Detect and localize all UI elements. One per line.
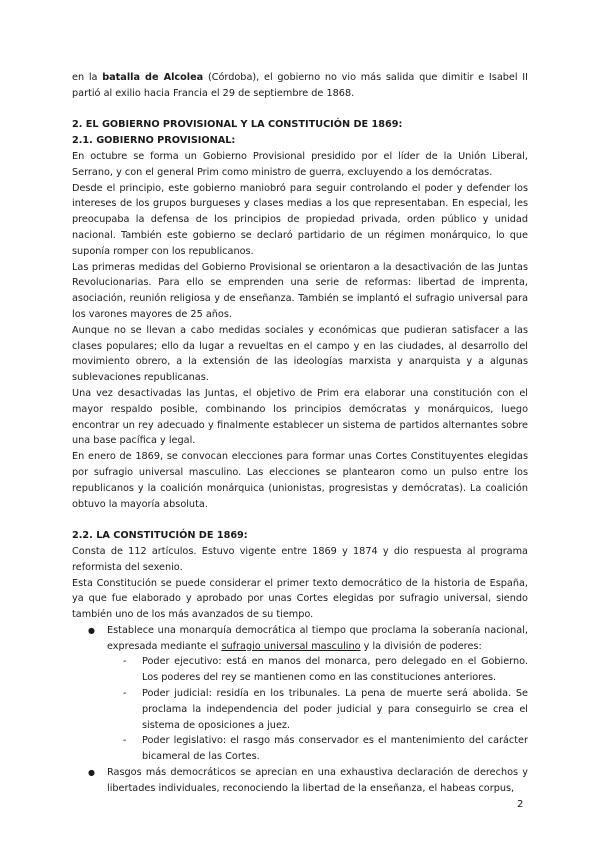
paragraph: En enero de 1869, se convocan elecciones para formar unas Cortes Constituyentes elegidas por sufragio universal masculino. Las elecciones se plantearon como un pulso entre los republicanos y la coalición monárquica (unionistas, progresistas y demócratas). La coalición obtuvo la mayoría absoluta. — [72, 451, 528, 510]
paragraph: Las primeras medidas del Gobierno Provisional se orientaron a la desactivación de las Juntas Revolucionarias. Para ello se emprenden una serie de reformas: libertad de imprenta, asociación, reunión religiosa y de enseñanza. También se implantó el sufragio universal para los varones mayores de 25 años. — [72, 261, 528, 320]
page-number: 2 — [517, 799, 524, 810]
underlined-term: sufragio universal masculino — [221, 640, 361, 652]
sub-item-legislativo: - Poder legislativo: el rasgo más conservador es el mantenimiento del carácter bicameral de las Cortes. — [107, 733, 528, 765]
paragraph: Esta Constitución se puede considerar el primer texto democrático de la historia de España, ya que fue elaborado y aprobado por unas Cortes elegidas por sufragio universal, siendo también uno de los más avanzados de su tiempo. — [72, 577, 528, 621]
paragraph: En octubre se forma un Gobierno Provisional presidido por el líder de la Unión Liberal, Serrano, y con el general Prim como ministro de guerra, excluyendo a los demócratas. — [72, 150, 528, 178]
bullet-text-end: y la división de poderes: — [360, 640, 482, 652]
section-title: 2. EL GOBIERNO PROVISIONAL Y LA CONSTITUCIÓN DE 1869: — [72, 119, 403, 131]
bullet-text-start: Establece una monarquía democrática al tiempo que proclama la soberanía nacional, expresada mediante el — [107, 624, 528, 652]
bullet-item-monarquia — [72, 623, 528, 765]
paragraph: Una vez desactivadas las Juntas, el objetivo de Prim era elaborar una constitución con el mayor respaldo posible, combinando los principios demócratas y monárquicos, luego encontrar un rey adecuado y finalmente establecer un sistema de partidos alternantes sobre una base pacífica y legal. — [72, 387, 528, 447]
intro-text-start: en la — [72, 72, 103, 83]
paragraph: Consta de 112 artículos. Estuvo vigente entre 1869 y 1874 y dio respuesta al programa reformista del sexenio. — [72, 545, 528, 573]
intro-paragraph — [72, 70, 528, 102]
sub-item-judicial: - Poder judicial: residía en los tribunales. La pena de muerte será abolida. Se proclama la independencia del poder judicial y para conseguirlo se crea el sistema de oposiciones a juez. — [107, 686, 528, 733]
subsection-title-constitucion: 2.2. LA CONSTITUCIÓN DE 1869: — [72, 530, 248, 542]
paragraph: Desde el principio, este gobierno maniobró para seguir controlando el poder y defender los intereses de los grupos burgueses y clases medias a los que representaban. En especial, les preocupaba la defensa de los principios de propiedad privada, orden público y unidad nacional. También este gobierno se declaró partidario de un régimen monárquico, lo que suponía romper con los republicanos. — [72, 182, 528, 257]
sub-list — [107, 654, 528, 765]
paragraph: Aunque no se llevan a cabo medidas sociales y económicas que pudieran satisfacer a las clases populares; ello da lugar a revueltas en el campo y en las ciudades, al desarrollo del movimiento obrero, a la extensión de las ideologías marxista y anarquista y a algunas sublevaciones republicanas. — [72, 324, 528, 384]
spacer — [72, 102, 528, 118]
intro-text-end: (Córdoba), el gobierno no vio más salida que dimitir e Isabel II partió al exilio hacia Francia el 29 de septiembre de 1868. — [72, 72, 528, 99]
bullet-list — [72, 623, 528, 797]
document-page — [72, 70, 528, 797]
subsection-title-gobierno: 2.1. GOBIERNO PROVISIONAL: — [72, 135, 236, 147]
spacer — [72, 512, 528, 528]
intro-bold-term: batalla de Alcolea — [102, 72, 204, 83]
sub-item-ejecutivo: - Poder ejecutivo: está en manos del monarca, pero delegado en el Gobierno. Los poderes del rey se mantienen como en las constituciones anteriores. — [107, 654, 528, 686]
bullet-item-derechos: ● Rasgos más democráticos se aprecian en una exhaustiva declaración de derechos y libertades individuales, reconociendo la libertad de la enseñanza, el habeas corpus, — [72, 765, 528, 797]
